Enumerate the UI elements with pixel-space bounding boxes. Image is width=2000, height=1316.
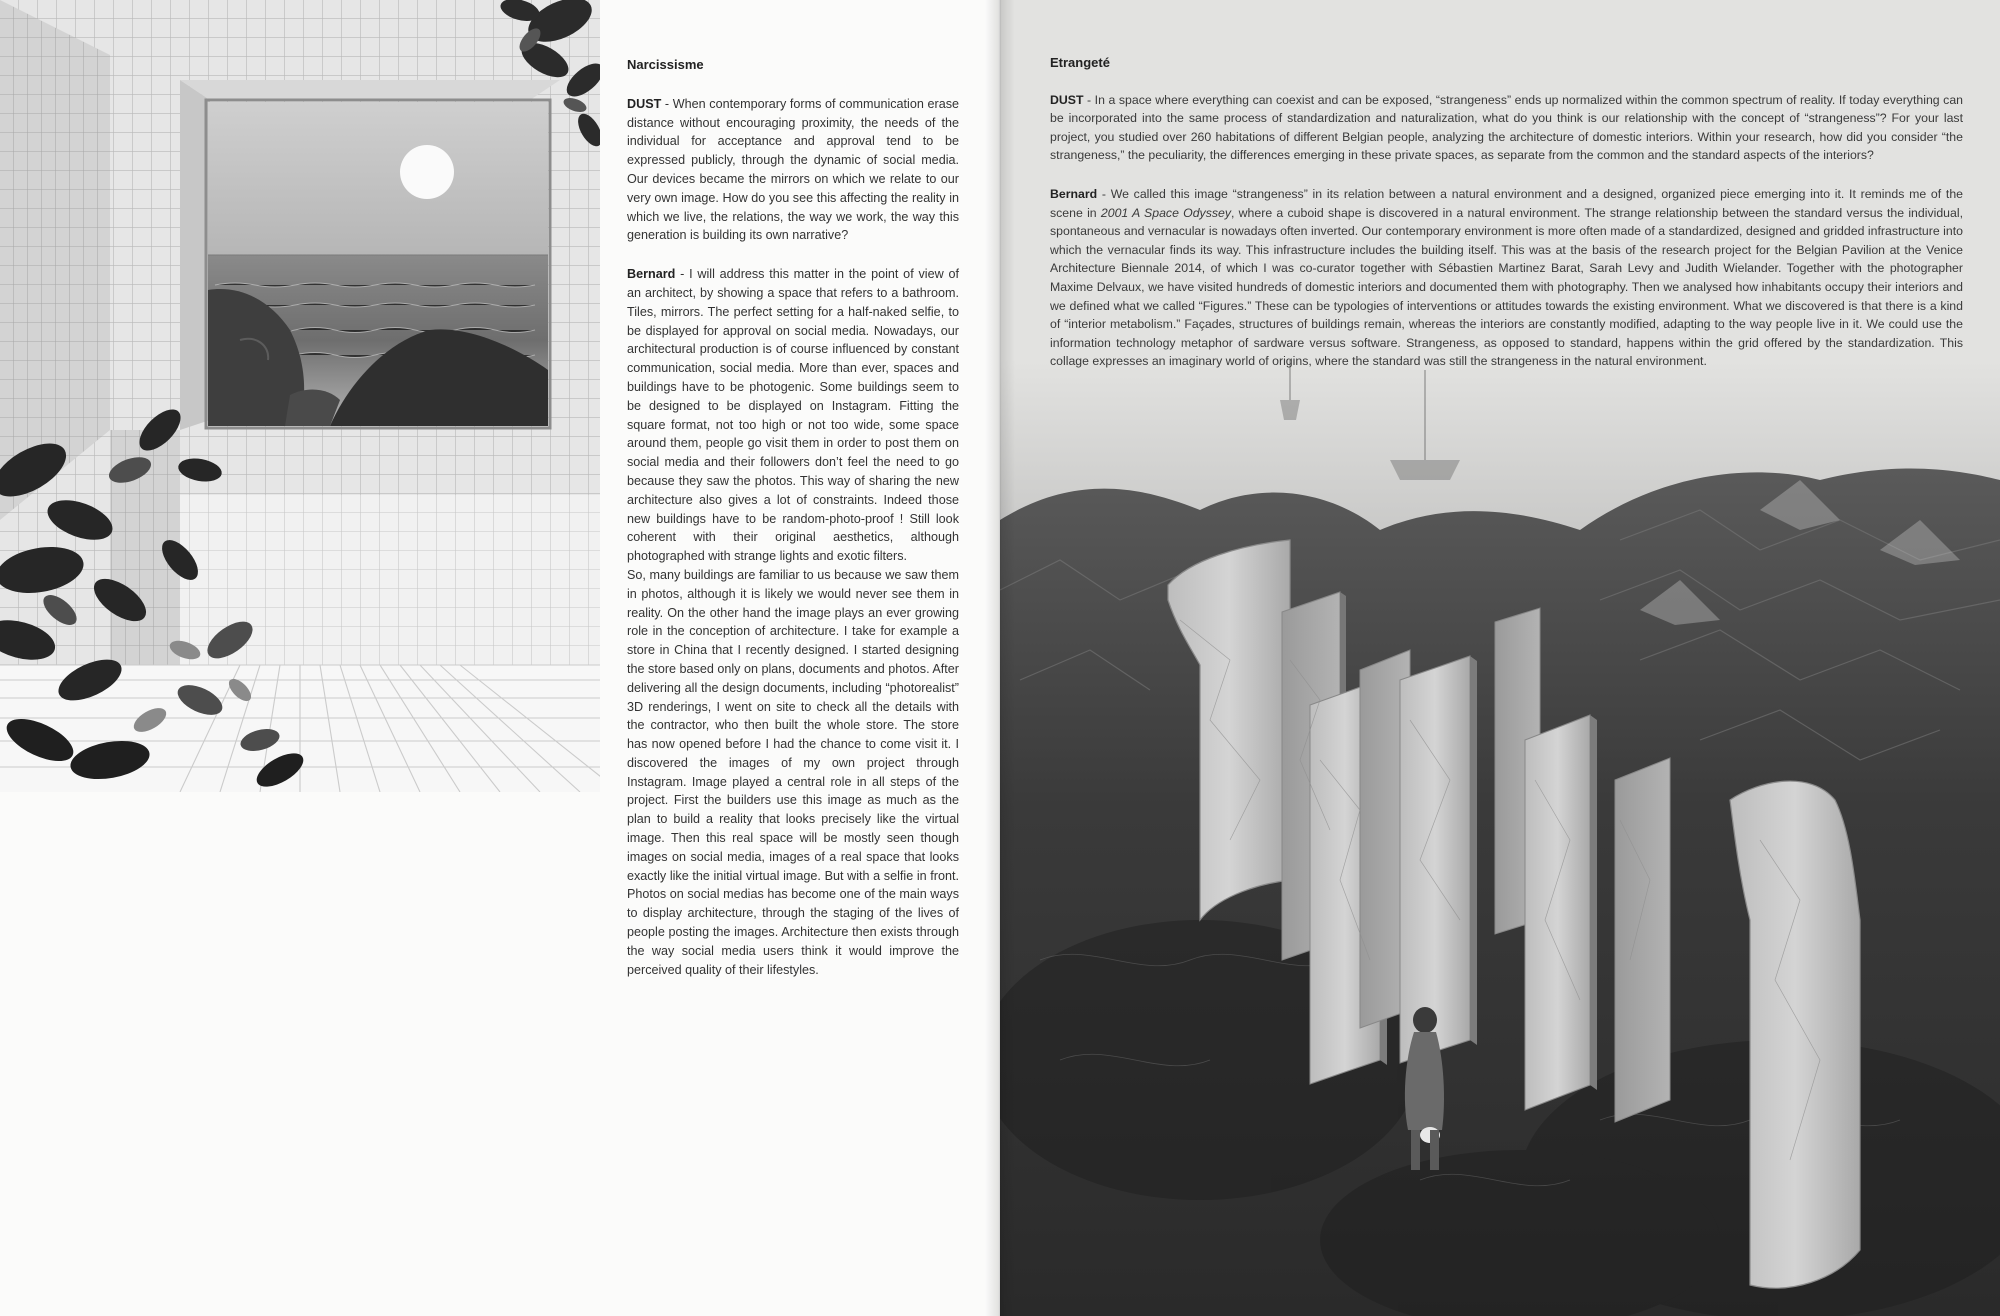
- film-title: 2001 A Space Odyssey: [1100, 205, 1231, 220]
- question-text: - When contemporary forms of communication erase distance without encouraging proximity, the needs of the individual for acceptance and approval tend to be expressed publicly, through the dynamic of social media. Our devices became the mirrors on which we relate to our very own image. How do you see this affecting the reality in which we live, the relations, the way we work, the way this generation is building its own narrative?: [627, 96, 959, 243]
- bathroom-collage-image: [0, 0, 600, 792]
- answer-text: - I will address this matter in the point of view of an architect, by showing a space that refers to a bathroom. Tiles, mirrors. The perfect setting for a half-naked selfie, to be displayed for approval on social media. Nowadays, our architectural production is of course influenced by constant communication, social media. More than ever, spaces and buildings have to be photogenic. Some buildings seem to be designed to be displayed on Instagram. Fitting the square format, not too high or not too wide, some space around them, people go visit them in order to post them on social media and their followers don’t feel the need to go because they saw the photos. This way of sharing the new architecture also gives a lot of constraints. Indeed those new buildings have to be random-photo-proof ! Still look coherent with their original aesthetics, although photographed with strange lights and exotic filters.: [627, 267, 959, 564]
- bernard-answer: [1050, 185, 1963, 371]
- speaker-name: Bernard: [1050, 186, 1098, 201]
- strangeness-collage-image: [1000, 360, 2000, 1316]
- answer-text: - We called this image “strangeness” in its relation between a natural environment and a designed, organized piece emerging into it. It reminds me of the scene in: [1050, 186, 1963, 220]
- bernard-answer-2: So, many buildings are familiar to us because we saw them in photos, although it is likely we would never see them in reality. On the other hand the image plays an ever growing role in the conception of architecture. I take for example a store in China that I recently designed. I started designing the store based only on plans, documents and photos. After delivering all the design documents, including “photorealist” 3D renderings, I went on site to check all the details with the contractor, who then built the whole store. The store has now opened before I had the chance to come visit it. I discovered the images of my own project through Instagram. Image played a central role in all steps of the project. First the builders use this image as much as the plan to build a reality that looks precisely like the virtual image. Then this real space will be mostly seen though images on social media, images of a real space that looks exactly like the initial virtual image. But with a selfie in front. Photos on social medias has become one of the main ways to display architecture, through the staging of the lives of people posting the images. Architecture then exists through the way social media users think it would improve the perceived quality of their lifestyles.: [627, 567, 959, 977]
- section-heading: Narcissisme: [627, 57, 704, 72]
- speaker-name: Bernard: [627, 267, 676, 282]
- speaker-name: DUST: [1050, 92, 1084, 107]
- right-page: [1000, 0, 2000, 1316]
- question-text: - In a space where everything can coexist and can be exposed, “strangeness” ends up normalized within the common spectrum of reality. If today everything can be incorporated into the same process of standardization and naturalization, what do you think is our relationship with the concept of “strangeness”? For your last project, you studied over 260 habitations of different Belgian people, analyzing the architecture of domestic interiors. Within your research, how did you consider “the strangeness,” the peculiarity, the differences emerging in these private spaces, as separate from the common and the standard aspects of the interiors?: [1050, 92, 1963, 163]
- section-heading: Etrangeté: [1050, 55, 1110, 70]
- answer-text-continued: , where a cuboid shape is discovered in a natural environment. The strange relationship between the standard versus the individual, spontaneous and vernacular is nowadays often inverted. Our contemporary environment is more often made of a standardized, designed and gridded infrastructure into which the vernacular finds its way. This infrastructure includes the building itself. This was at the basis of the research project for the Belgian Pavilion at the Venice Architecture Biennale 2014, of which I was co-curator together with Sébastien Martinez Barat, Sarah Levy and Judith Wielander. Together with the photographer Maxime Delvaux, we have visited hundreds of domestic interiors and documented them with photography. Then we analysed how inhabitants occupy their interiors and we defined what we called “Figures.” These can be typologies of interventions or attitudes towards the existing environment. What we discovered is that there is a kind of “interior metabolism.” Façades, structures of buildings remain, whereas the interiors are constantly modified, adapting to the way people live in it. We could use the information technology metaphor of sardware versus software. Strangeness, as opposed to standard, happens within the grid offered by the standardization. This collage expresses an imaginary world of origins, where the standard was still the strangeness in the natural environment.: [1050, 205, 1964, 369]
- speaker-name: DUST: [627, 96, 662, 111]
- dust-question: [627, 95, 959, 245]
- narcissisme-column: [627, 56, 959, 999]
- bernard-answer-1: [627, 265, 959, 566]
- dust-question: [1050, 91, 1963, 165]
- etrangete-column: [1050, 54, 1963, 391]
